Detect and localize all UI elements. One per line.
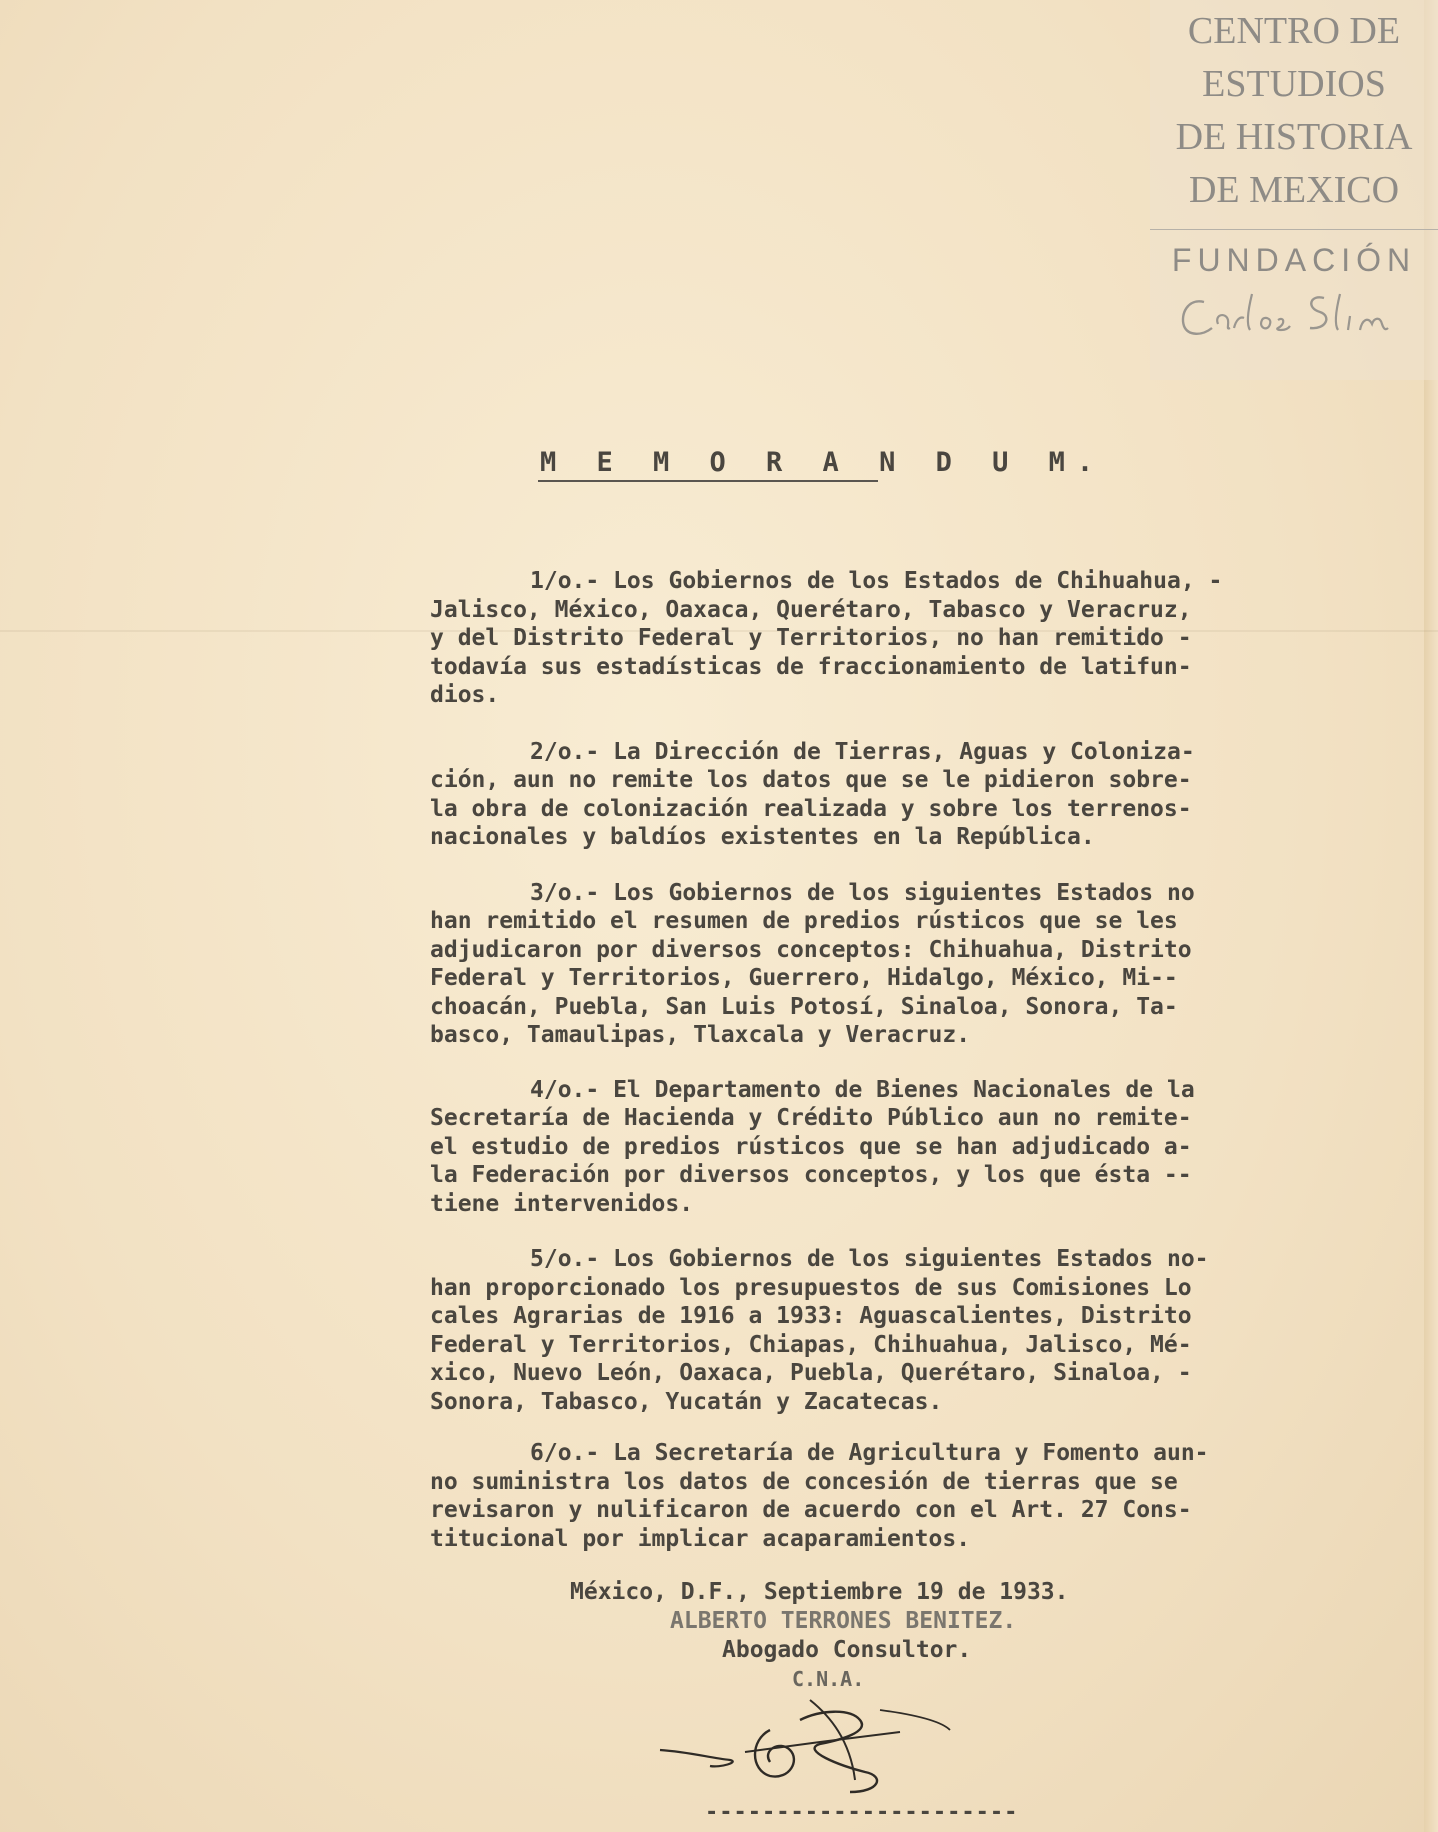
paragraph-line: y del Distrito Federal y Territorios, no han remitido - — [430, 625, 1192, 651]
memorandum-body — [430, 567, 1370, 1553]
paragraph-line: Sonora, Tabasco, Yucatán y Zacatecas. — [430, 1388, 943, 1415]
paragraph-line: el estudio de predios rústicos que se han adjudicado a- — [430, 1133, 1192, 1160]
paragraph-line: no suministra los datos de concesión de tierras que se — [430, 1468, 1178, 1495]
paragraph-line: Federal y Territorios, Chiapas, Chihuahua, Jalisco, Mé- — [430, 1331, 1192, 1358]
watermark-line: CENTRO DE — [1187, 10, 1401, 52]
paragraph-line: titucional por implicar acaparamientos. — [430, 1525, 971, 1552]
dash-rule: ---------------------- — [705, 1800, 1019, 1825]
paragraph-line: 2/o.- La Dirección de Tierras, Aguas y Coloniza- — [530, 738, 1195, 765]
paragraph-line: tiene intervenidos. — [430, 1190, 694, 1217]
paragraph-5 — [430, 1245, 1370, 1416]
carlos-slim-signature-logo — [1174, 284, 1414, 346]
paragraph-line: choacán, Puebla, San Luis Potosí, Sinaloa, Sonora, Ta- — [430, 993, 1178, 1020]
watermark-line: ESTUDIOS — [1202, 63, 1386, 105]
watermark-line: DE HISTORIA — [1175, 116, 1413, 158]
paragraph-line: basco, Tamaulipas, Tlaxcala y Veracruz. — [430, 1022, 971, 1048]
paragraph-1 — [430, 567, 1370, 710]
place-date: México, D.F., Septiembre 19 de 1933. — [570, 1579, 1069, 1605]
paragraph-4 — [430, 1076, 1370, 1219]
watermark-foundation: FUNDACIÓN — [1171, 242, 1417, 278]
paragraph-line: la Federación por diversos conceptos, y los que ésta -- — [430, 1162, 1192, 1188]
paragraph-line: xico, Nuevo León, Oaxaca, Puebla, Querétaro, Sinaloa, - — [430, 1360, 1192, 1386]
paragraph-line: revisaron y nulificaron de acuerdo con el Art. 27 Cons- — [430, 1497, 1192, 1523]
paragraph-line: han proporcionado los presupuestos de sus Comisiones Lo — [430, 1274, 1192, 1301]
paragraph-line: ción, aun no remite los datos que se le pidieron sobre- — [430, 767, 1192, 793]
paragraph-line: adjudicaron por diversos conceptos: Chihuahua, Distrito — [430, 936, 1192, 963]
paragraph-line: dios. — [430, 682, 500, 708]
paragraph-line: la obra de colonización realizada y sobre los terrenos- — [430, 795, 1192, 822]
signature-block — [570, 1578, 1210, 1694]
paragraph-line: Federal y Territorios, Guerrero, Hidalgo, México, Mi-- — [430, 965, 1178, 991]
paragraph-line: todavía sus estadísticas de fraccionamiento de latifun- — [430, 653, 1192, 680]
paragraph-2 — [430, 738, 1370, 852]
archive-watermark — [1150, 0, 1438, 380]
paragraph-line: 3/o.- Los Gobiernos de los siguientes Estados no — [530, 879, 1195, 906]
signatory-name: ALBERTO TERRONES BENITEZ. — [670, 1608, 1017, 1634]
signatory-role: Abogado Consultor. — [722, 1637, 972, 1663]
paragraph-line: 1/o.- Los Gobiernos de los Estados de Chihuahua, - — [530, 568, 1223, 594]
paragraph-line: 5/o.- Los Gobiernos de los siguientes Estados no- — [530, 1246, 1209, 1272]
memorandum-title: M E M O R A N D U M. — [540, 447, 1106, 478]
title-underline — [538, 480, 878, 482]
paragraph-line: 4/o.- El Departamento de Bienes Nacionales de la — [530, 1076, 1195, 1103]
paragraph-3 — [430, 879, 1370, 1050]
handwritten-signature — [650, 1680, 1010, 1800]
paragraph-line: han remitido el resumen de predios rústicos que se les — [430, 908, 1178, 934]
paragraph-line: cales Agrarias de 1916 a 1933: Aguascalientes, Distrito — [430, 1303, 1192, 1329]
watermark-line: DE MEXICO — [1188, 169, 1400, 211]
paragraph-line: 6/o.- La Secretaría de Agricultura y Fomento aun- — [530, 1440, 1209, 1466]
watermark-divider — [1150, 229, 1438, 230]
paragraph-line: Jalisco, México, Oaxaca, Querétaro, Tabasco y Veracruz, — [430, 596, 1192, 623]
paragraph-line: Secretaría de Hacienda y Crédito Público aun no remite- — [430, 1105, 1192, 1131]
office-initials: C.N.A. — [792, 1667, 865, 1691]
paragraph-line: nacionales y baldíos existentes en la República. — [430, 824, 1095, 850]
paragraph-6 — [430, 1439, 1370, 1553]
